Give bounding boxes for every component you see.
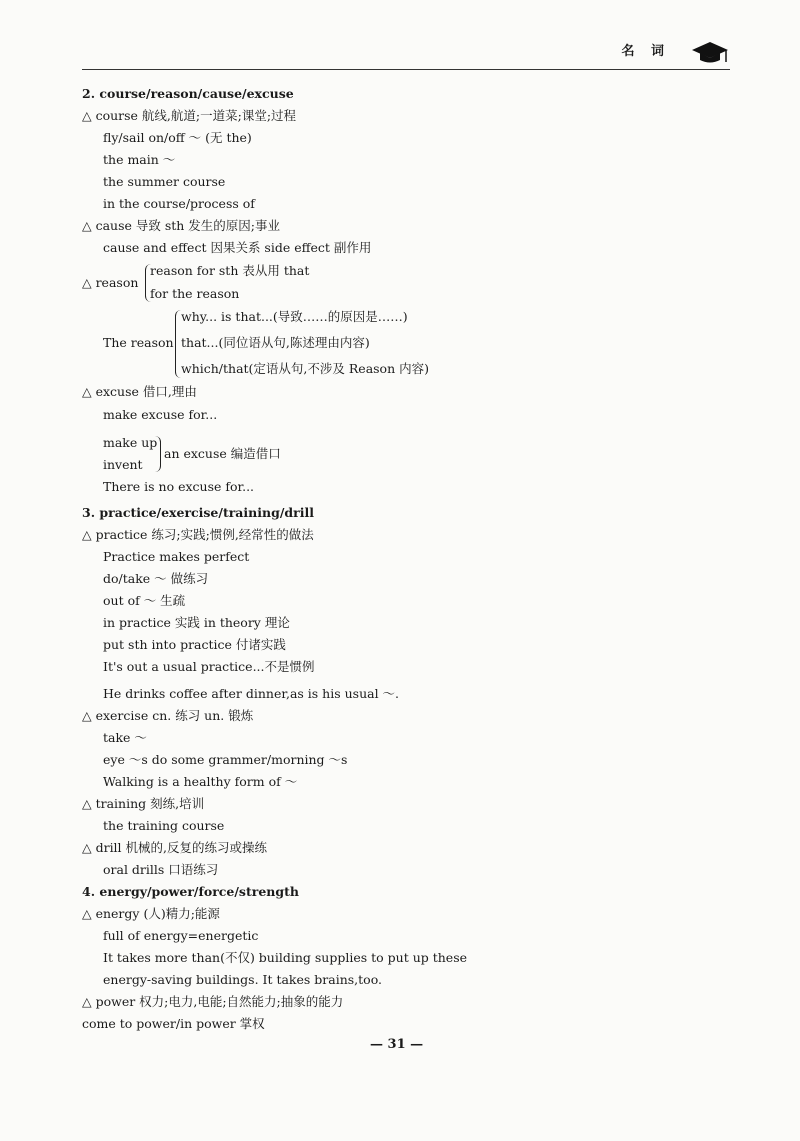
text-line: for the reason <box>150 286 240 301</box>
page-header <box>82 34 730 70</box>
text-line: △ power 权力;电力,电能;自然能力;抽象的能力 <box>82 994 344 1009</box>
section-heading: 4. energy/power/force/strength <box>82 884 299 899</box>
text-line: invent <box>103 457 143 472</box>
text-line: make excuse for... <box>103 407 218 422</box>
text-line: come to power/in power 掌权 <box>82 1016 265 1031</box>
text-line: in practice 实践 in theory 理论 <box>103 615 290 630</box>
text-line: oral drills 口语练习 <box>103 862 219 877</box>
text-line: reason for sth 表从用 that <box>150 263 310 278</box>
text-line: It takes more than(不仅) building supplies to put up these <box>103 950 468 965</box>
text-line: △ excuse 借口,理由 <box>82 384 197 399</box>
text-line: the training course <box>103 818 225 833</box>
text-line: the summer course <box>103 174 226 189</box>
text-line: eye ～s do some grammer/morning ～s <box>103 752 348 767</box>
text-line: take ～ <box>103 730 147 745</box>
text-line: do/take ～ 做练习 <box>103 571 209 586</box>
text-line: There is no excuse for... <box>103 479 255 494</box>
text-line: that...(同位语从句,陈述理由内容) <box>181 335 370 350</box>
text-line: energy-saving buildings. It takes brains,too. <box>103 972 382 987</box>
text-line: make up <box>103 435 158 450</box>
text-line: which/that(定语从句,不涉及 Reason 内容) <box>181 361 429 376</box>
text-line: △ course 航线,航道;一道菜;课堂;过程 <box>82 108 297 123</box>
text-line: The reason <box>103 335 174 350</box>
text-line: in the course/process of <box>103 196 255 211</box>
section-heading: 2. course/reason/cause/excuse <box>82 86 294 101</box>
text-line: put sth into practice 付诸实践 <box>103 637 286 652</box>
section-heading: 3. practice/exercise/training/drill <box>82 505 314 520</box>
text-line: an excuse 编造借口 <box>164 446 281 461</box>
text-line: cause and effect 因果关系 side effect 副作用 <box>103 240 372 255</box>
text-line: △ exercise cn. 练习 un. 锻炼 <box>82 708 254 723</box>
graduation-cap-icon <box>690 38 730 66</box>
the-reason-brace <box>175 310 182 378</box>
text-line: He drinks coffee after dinner,as is his usual ～. <box>103 686 400 701</box>
text-line: why... is that...(导致……的原因是……) <box>181 309 408 324</box>
text-line: full of energy=energetic <box>103 928 259 943</box>
text-line: △ energy (人)精力;能源 <box>82 906 220 921</box>
text-line: △ training 刻练,培训 <box>82 796 205 811</box>
header-rule <box>82 69 730 70</box>
text-line: Walking is a healthy form of ～ <box>103 774 298 789</box>
text-line: △ drill 机械的,反复的练习或操练 <box>82 840 268 855</box>
text-line: △ cause 导致 sth 发生的原因;事业 <box>82 218 281 233</box>
text-line: the main ～ <box>103 152 176 167</box>
text-line: out of ～ 生疏 <box>103 593 186 608</box>
page-number: — 31 — <box>370 1037 424 1052</box>
text-line: Practice makes perfect <box>103 549 250 564</box>
make-up-brace <box>154 436 161 472</box>
text-line: fly/sail on/off ～ (无 the) <box>103 130 252 145</box>
reason-brace <box>145 264 152 302</box>
text-line: △ reason <box>82 275 139 290</box>
text-line: △ practice 练习;实践;惯例,经常性的做法 <box>82 527 314 542</box>
header-title: 名 词 <box>621 44 670 59</box>
text-line: It's out a usual practice...不是惯例 <box>103 659 315 674</box>
